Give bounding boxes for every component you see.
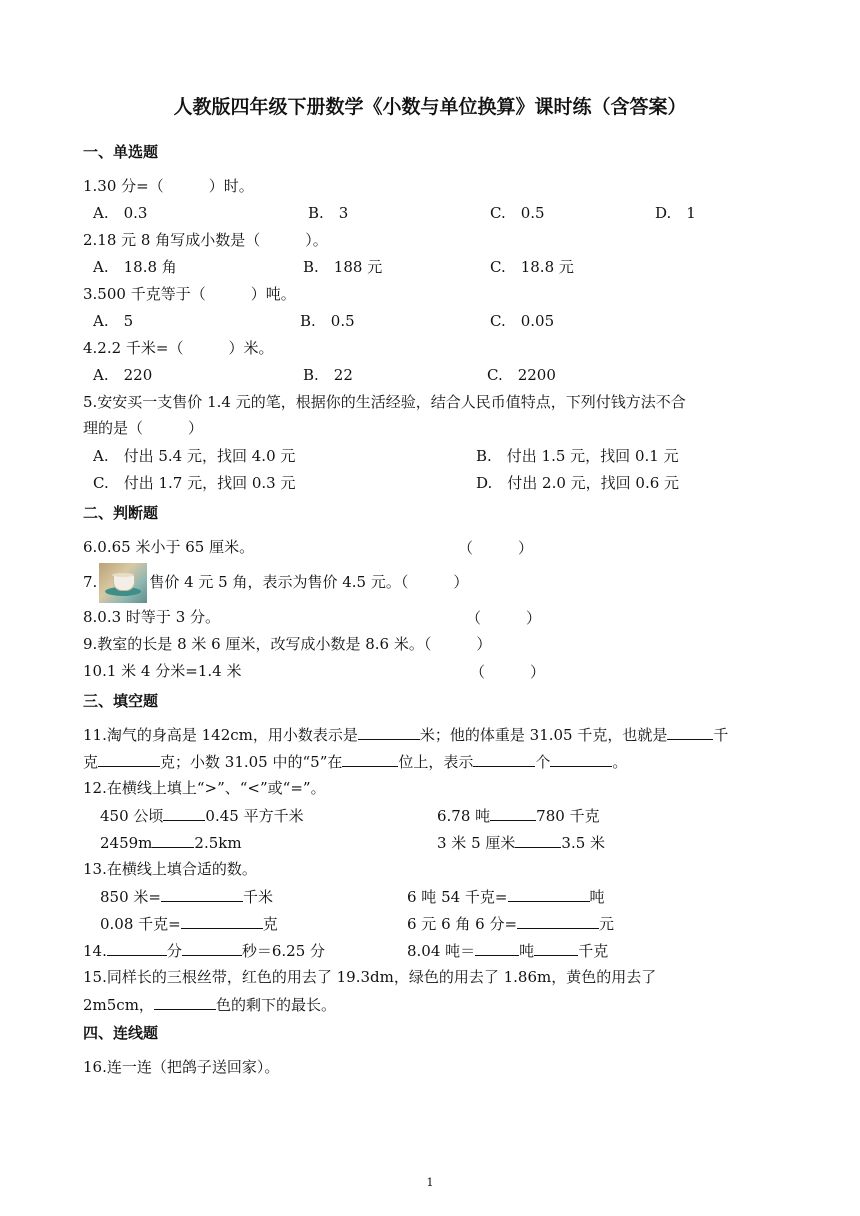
question-5-stem-line-1: 5.安安买一支售价 1.4 元的笔，根据你的生活经验，结合人民币值特点，下列付钱方法不合	[83, 393, 686, 411]
question-15-line-1: 15.同样长的三根丝带，红色的用去了 19.3dm，绿色的用去了 1.86m，黄色的用去了	[83, 968, 657, 986]
question-1-option-a: A. 0.3	[93, 204, 148, 222]
question-5-option-a: A. 付出 5.4 元，找回 4.0 元	[93, 447, 296, 465]
question-13-item-3: 0.08 千克= 克	[100, 915, 278, 933]
section-heading-matching: 四、连线题	[83, 1024, 159, 1042]
answer-blank[interactable]	[508, 886, 590, 902]
question-1-stem: 1.30 分=（ ）时。	[83, 177, 254, 195]
page-number: 1	[426, 1176, 434, 1189]
section-heading-true-false: 二、判断题	[83, 504, 159, 522]
answer-blank[interactable]	[163, 805, 205, 821]
question-6-stem: 6.0.65 米小于 65 厘米。	[83, 538, 255, 556]
answer-blank[interactable]	[550, 751, 612, 767]
question-4-option-b: B. 22	[303, 366, 353, 384]
question-11-line-2: 克 克；小数 31.05 中的“5”在 位上，表示 个 。	[83, 753, 628, 771]
question-13-stem: 13.在横线上填合适的数。	[83, 860, 257, 878]
section-heading-fill-blank: 三、填空题	[83, 692, 159, 710]
question-10-answer-paren: （ ）	[470, 663, 546, 681]
question-2-option-c: C. 18.8 元	[490, 258, 574, 276]
teacup-photo-icon	[99, 563, 147, 603]
question-14-right: 8.04 吨＝ 吨 千克	[407, 942, 609, 960]
question-13-item-1: 850 米= 千米	[100, 888, 273, 906]
answer-blank[interactable]	[667, 724, 713, 740]
question-4-option-a: A. 220	[93, 366, 153, 384]
question-3-stem: 3.500 千克等于（ ）吨。	[83, 285, 296, 303]
answer-blank[interactable]	[342, 751, 398, 767]
question-10-stem: 10.1 米 4 分米=1.4 米	[83, 662, 242, 680]
question-5-stem-line-2: 理的是（ ）	[83, 419, 204, 437]
question-12-item-3: 2459m 2.5km	[100, 834, 242, 852]
question-3-option-c: C. 0.05	[490, 312, 555, 330]
question-7-stem: 售价 4 元 5 角，表示为售价 4.5 元。（ ）	[149, 573, 469, 591]
question-3-option-b: B. 0.5	[300, 312, 355, 330]
answer-blank[interactable]	[515, 832, 561, 848]
question-13-item-2: 6 吨 54 千克= 吨	[407, 888, 605, 906]
section-heading-single-choice: 一、单选题	[83, 143, 159, 161]
question-9-stem: 9.教室的长是 8 米 6 厘米，改写成小数是 8.6 米。（ ）	[83, 635, 492, 653]
question-1-option-c: C. 0.5	[490, 204, 545, 222]
answer-blank[interactable]	[161, 886, 243, 902]
question-12-stem: 12.在横线上填上“>”、“<”或“=”。	[83, 779, 326, 797]
answer-blank[interactable]	[475, 940, 519, 956]
answer-blank[interactable]	[473, 751, 535, 767]
answer-blank[interactable]	[182, 940, 242, 956]
answer-blank[interactable]	[98, 751, 160, 767]
question-5-option-b: B. 付出 1.5 元，找回 0.1 元	[476, 447, 679, 465]
answer-blank[interactable]	[107, 940, 167, 956]
question-14-left: 14. 分 秒＝6.25 分	[83, 942, 326, 960]
answer-blank[interactable]	[358, 724, 420, 740]
question-1-option-b: B. 3	[308, 204, 349, 222]
question-8-stem: 8.0.3 时等于 3 分。	[83, 608, 221, 626]
question-4-option-c: C. 2200	[487, 366, 556, 384]
question-2-option-a: A. 18.8 角	[93, 258, 177, 276]
answer-blank[interactable]	[154, 994, 216, 1010]
question-3-option-a: A. 5	[93, 312, 134, 330]
answer-blank[interactable]	[534, 940, 578, 956]
question-7-line	[83, 562, 468, 603]
question-8-answer-paren: （ ）	[466, 609, 542, 627]
answer-blank[interactable]	[490, 805, 536, 821]
question-5-option-d: D. 付出 2.0 元，找回 0.6 元	[476, 474, 680, 492]
question-1-option-d: D. 1	[655, 204, 696, 222]
question-4-stem: 4.2.2 千米=（ ）米。	[83, 339, 274, 357]
question-2-stem: 2.18 元 8 角写成小数是（ ）。	[83, 231, 328, 249]
question-2-option-b: B. 188 元	[303, 258, 383, 276]
question-6-answer-paren: （ ）	[458, 539, 534, 557]
question-12-item-1: 450 公顷 0.45 平方千米	[100, 807, 304, 825]
question-11-line-1: 11.淘气的身高是 142cm，用小数表示是 米；他的体重是 31.05 千克，也就是 千	[83, 726, 729, 744]
answer-blank[interactable]	[152, 832, 194, 848]
question-12-item-4: 3 米 5 厘米 3.5 米	[437, 834, 606, 852]
question-15-line-2: 2m5cm， 色的剩下的最长。	[83, 996, 336, 1014]
page-title: 人教版四年级下册数学《小数与单位换算》课时练（含答案）	[173, 96, 687, 118]
answer-blank[interactable]	[181, 913, 263, 929]
question-12-item-2: 6.78 吨 780 千克	[437, 807, 600, 825]
question-16-stem: 16.连一连（把鸽子送回家）。	[83, 1058, 280, 1076]
question-7-number: 7.	[83, 573, 98, 591]
question-13-item-4: 6 元 6 角 6 分= 元	[407, 915, 615, 933]
answer-blank[interactable]	[517, 913, 599, 929]
question-5-option-c: C. 付出 1.7 元，找回 0.3 元	[93, 474, 296, 492]
